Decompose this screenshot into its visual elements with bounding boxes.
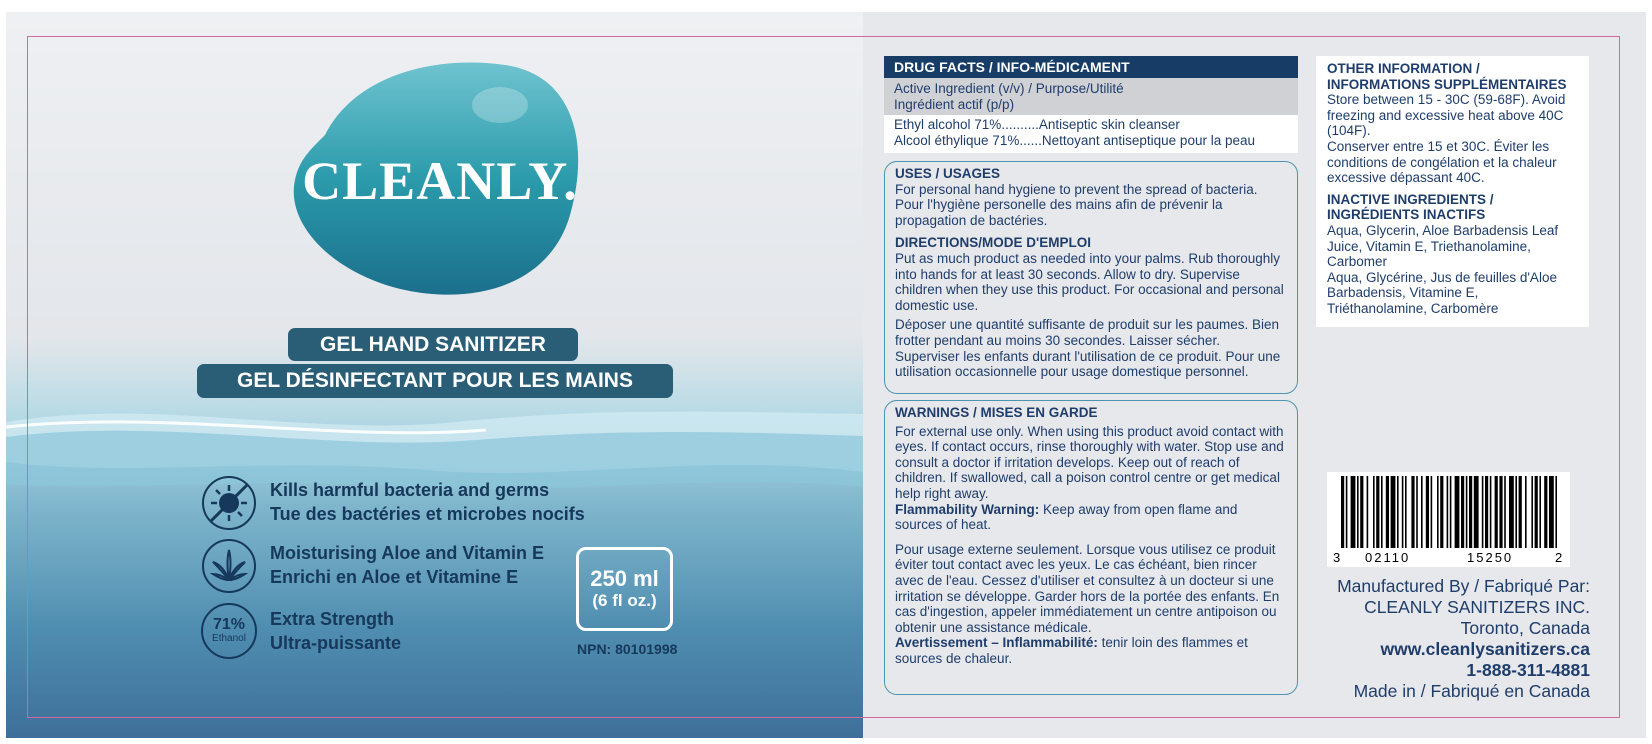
ethanol-badge-icon [201, 603, 257, 659]
ethanol-label: Ethanol [212, 633, 246, 644]
active-ingredient-table [884, 115, 1298, 153]
drug-facts-header-line2: Ingrédient actif (p/p) [894, 97, 1015, 112]
feature-bacteria-fr: Tue des bactéries et microbes nocifs [270, 504, 585, 524]
uses-directions-box [884, 161, 1298, 394]
uses-title: USES / USAGES [895, 166, 1001, 181]
barcode-digit-4: 2 [1555, 550, 1563, 565]
npn-number: NPN: 80101998 [577, 641, 678, 657]
inactive-title-1: INACTIVE INGREDIENTS / [1327, 191, 1494, 207]
flammability-en [895, 502, 1287, 533]
barcode-digit-1: 3 [1333, 550, 1341, 565]
feature-aloe-en: Moisturising Aloe and Vitamin E [270, 543, 545, 563]
uses-fr: Pour l'hygiène personelle des mains afin de prévenir la propagation de bactéries. [895, 197, 1223, 228]
warnings-title: WARNINGS / MISES EN GARDE [895, 405, 1098, 420]
made-in: Made in / Fabriqué en Canada [1353, 681, 1590, 701]
drug-facts-header [884, 78, 1298, 115]
purpose: Nettoyant antiseptique pour la peau [1041, 133, 1255, 148]
feature-aloe-text [270, 541, 544, 589]
other-info-title-1: OTHER INFORMATION / [1327, 61, 1480, 76]
storage-en: Store between 15 - 30C (59-68F). Avoid freezing and excessive heat above 40C (104F). [1327, 92, 1566, 139]
inactive-title-2: INGRÉDIENTS INACTIFS [1327, 207, 1486, 223]
manufacturer-block [1300, 576, 1590, 702]
other-info-title-2: INFORMATIONS SUPPLÉMENTAIRES [1327, 76, 1567, 92]
other-information-panel [1316, 56, 1589, 327]
flammability-text-en: Keep away from open flame and sources of heat. [895, 501, 1238, 533]
barcode-bars [1327, 472, 1570, 567]
barcode-digit-2: 02110 [1365, 550, 1411, 565]
warnings-en: For external use only. When using this product avoid contact with eyes. If contact occurs, rinse thoroughly with water. Stop use and consult a doctor if irritation develops. Keep out of reach of children. If swallowed, call a poison control centre or get medical help right away. [895, 423, 1284, 501]
flammability-fr [895, 635, 1287, 666]
uses-en: For personal hand hygiene to prevent the spread of bacteria. [895, 181, 1258, 197]
directions-fr: Déposer une quantité suffisante de produit sur les paumes. Bien frotter pendant au moins 30 secondes. Laisser sécher. Superviser les enfants durant l'utilisation de ce produit. Pour une utilisation occasionnelle pour usage domestique personnel. [895, 317, 1281, 380]
feature-aloe-fr: Enrichi en Aloe et Vitamine E [270, 567, 519, 587]
feature-strength-en: Extra Strength [270, 609, 395, 629]
ethanol-percent: 71% [212, 616, 246, 633]
feature-strength-text [270, 607, 401, 655]
phone-number: 1-888-311-4881 [1466, 660, 1590, 680]
directions-title: DIRECTIONS/MODE D'EMPLOI [895, 235, 1091, 251]
storage-fr: Conserver entre 15 et 30C. Éviter les conditions de congélation et la chaleur excessive dépassant 40C. [1327, 138, 1557, 186]
company-name: CLEANLY SANITIZERS INC. [1364, 597, 1590, 617]
website-link: www.cleanlysanitizers.ca [1380, 639, 1590, 659]
bacteria-crossed-icon [201, 475, 257, 531]
inactive-fr: Aqua, Glycérine, Jus de feuilles d'Aloe Barbadensis, Vitamine E, Triéthanolamine, Carbomère [1327, 269, 1557, 316]
flammability-text-fr: tenir loin des flammes et sources de chaleur. [895, 635, 1248, 666]
feature-bacteria-text [270, 478, 585, 526]
volume-ml: 250 ml [590, 566, 659, 591]
purpose: Antiseptic skin cleanser [1038, 117, 1180, 132]
flammability-label-en: Flammability Warning: [895, 501, 1040, 517]
inactive-en: Aqua, Glycerin, Aloe Barbadensis Leaf Juice, Vitamin E, Triethanolamine, Carbomer [1327, 222, 1559, 270]
barcode-digit-3: 15250 [1467, 550, 1514, 565]
warnings-fr: Pour usage externe seulement. Lorsque vous utilisez ce produit éviter tout contact avec les yeux. Le cas échéant, bien rincer avec de l'eau. Cessez d'utiliser et consultez à un docteur si une irritation se développe. Garder hors de la portée des enfants. En cas d'ingestion, appeler immédiatement un centre antipoison ou obtenir une assistance médicale. [895, 541, 1280, 635]
ingredient: Alcool éthylique 71%...... [894, 133, 1042, 148]
ingredient: Ethyl alcohol 71%.......... [894, 117, 1039, 132]
barcode [1327, 472, 1570, 567]
manufactured-by: Manufactured By / Fabriqué Par: [1337, 576, 1590, 596]
table-row [894, 117, 1288, 133]
drug-facts-title: DRUG FACTS / INFO-MÉDICAMENT [884, 56, 1298, 78]
drug-facts-header-line1: Active Ingredient (v/v) / Purpose/Utilité [894, 81, 1124, 96]
flammability-label-fr: Avertissement – Inflammabilité: [895, 635, 1098, 651]
product-name-fr: GEL DÉSINFECTANT POUR LES MAINS [197, 364, 673, 398]
company-city: Toronto, Canada [1460, 618, 1590, 638]
directions-en: Put as much product as needed into your palms. Rub thoroughly into hands for at least 30 seconds. Allow to dry. Supervise children when they use this product. For occasional and personal domestic use. [895, 250, 1284, 313]
aloe-icon [201, 538, 257, 594]
feature-strength-fr: Ultra-puissante [270, 633, 402, 653]
feature-bacteria-en: Kills harmful bacteria and germs [270, 480, 550, 500]
product-name-en: GEL HAND SANITIZER [288, 328, 578, 361]
warnings-box [884, 400, 1298, 695]
volume-floz: (6 fl oz.) [592, 591, 657, 610]
volume-badge [576, 547, 673, 631]
table-row [894, 133, 1288, 149]
brand-logo: CLEANLY. [302, 151, 578, 211]
